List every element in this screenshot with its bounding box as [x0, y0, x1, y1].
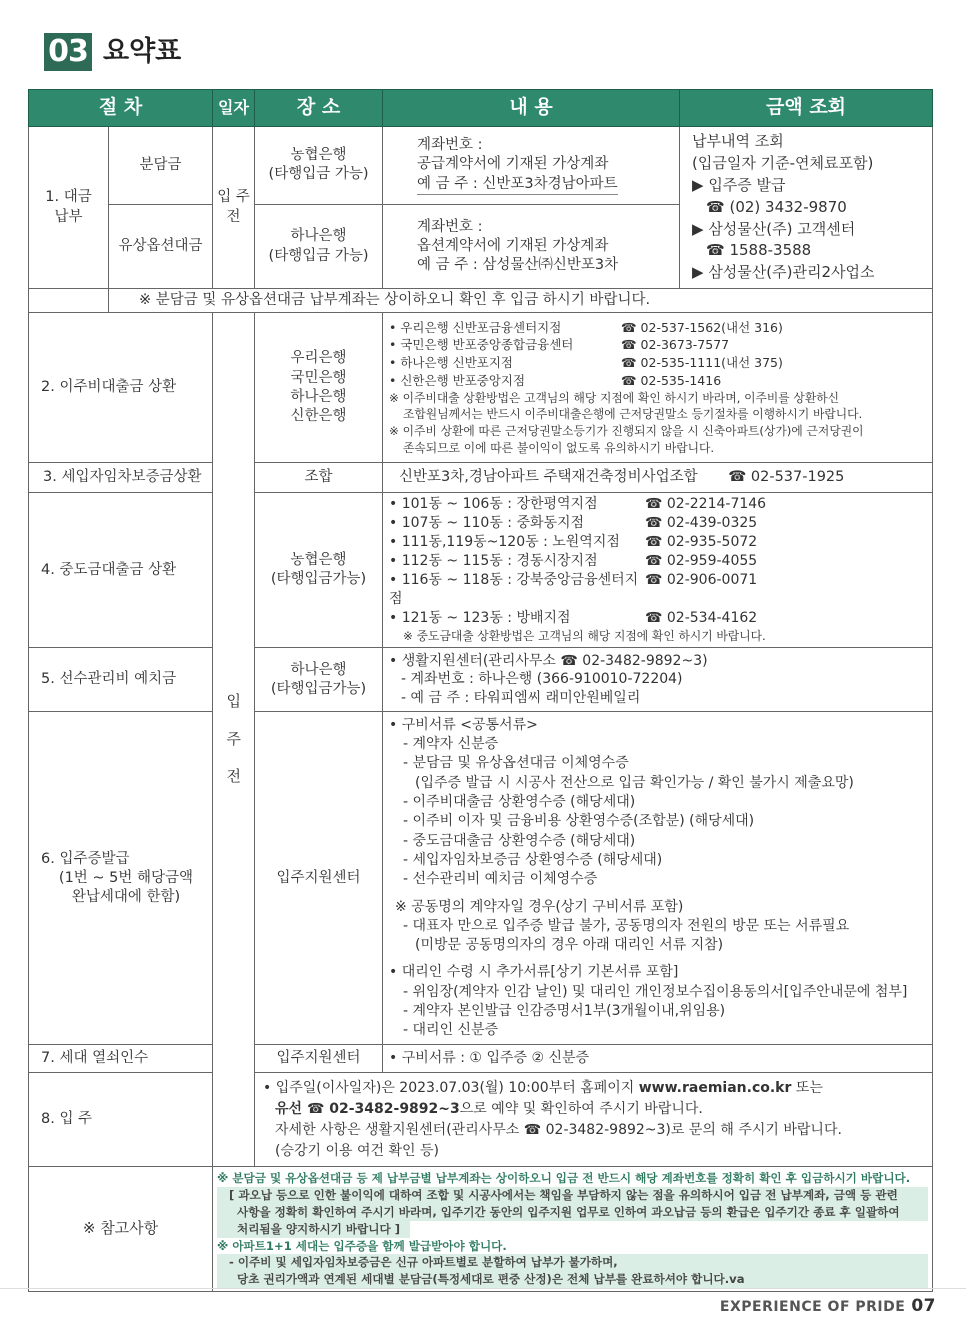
row7-content: [383, 1045, 933, 1073]
section-number: 03: [44, 33, 92, 71]
row2-note: 존속되므로 이에 따른 불이익이 없도록 유의하시기 바랍니다.: [403, 440, 715, 455]
row1-sub1-line: 공급계약서에 기재된 가상계좌: [417, 156, 609, 173]
branch-item: • 101동 ~ 106동 : 장한평역지점 ☎ 02-2214-7146: [389, 496, 767, 513]
row7-content-text: • 구비서류 : ① 입주증 ② 신분증: [389, 1050, 590, 1067]
header-content: 내 용: [383, 90, 680, 127]
row5-content: [383, 648, 933, 712]
row1-sub2-line: 계좌번호 :: [417, 218, 483, 235]
amount-line: 납부내역 조회: [692, 132, 784, 150]
row4-title: 4. 중도금대출금 상환: [29, 493, 213, 648]
row2-note: ※ 이주비 상환에 따른 근저당권말소등기가 진행되지 않을 시 신축아파트(상가)에 근저당권이: [389, 424, 864, 439]
row1-sub2-content: [383, 204, 680, 288]
bank-item: • 국민은행 반포중앙종합금융센터 ☎ 02-3673-7577: [389, 337, 730, 353]
notes-line: [ 과오납 등으로 인한 불이익에 대하여 조합 및 시공사에서는 책임을 부담하지 않는 점을 유의하시어 입금 전 납부계좌, 금액 등 관련: [217, 1187, 928, 1204]
row1-date: [213, 127, 255, 289]
homepage-link[interactable]: www.raemian.co.kr: [638, 1079, 792, 1096]
summary-table: [28, 89, 933, 1292]
row2-content: [383, 313, 933, 463]
row1-sub2-line: 옵션계약서에 기재된 가상계좌: [417, 238, 609, 255]
row6-title: 6. 입주증발급: [41, 850, 130, 867]
branch-item: • 116동 ~ 118동 : 강북중앙금융센터지점 ☎ 02-906-0071: [389, 572, 758, 608]
row6-line: - 대리인 신분증: [403, 1022, 499, 1039]
row6-line: - 대표자 만으로 입주증 발급 불가, 공동명의자 전원의 방문 또는 서류필요: [403, 917, 850, 934]
notes-content: [213, 1167, 933, 1292]
footer-divider: [0, 1288, 966, 1289]
row3-content-text: 신반포3차,경남아파트 주택재건축정비사업조합: [399, 469, 698, 486]
row5-line: - 계좌번호 : 하나은행 (366-910010-72204): [401, 671, 683, 688]
row6-line: • 구비서류 <공통서류>: [389, 716, 538, 733]
row5-title: 5. 선수관리비 예치금: [29, 648, 213, 712]
row3-place: 조합: [255, 463, 383, 493]
header-amount: 금액 조회: [680, 90, 933, 127]
row7-title: 7. 세대 열쇠인수: [29, 1045, 213, 1073]
row6-line: - 위임장(계약자 인감 날인) 및 대리인 개인정보수집이용동의서[입주안내문에 첨부]: [403, 983, 908, 1000]
table-row: [29, 289, 933, 313]
row6-line: - 분담금 및 유상옵션대금 이체영수증: [403, 755, 629, 772]
row1-sub2-name: 유상옵션대금: [109, 204, 213, 288]
amount-line: ☎ (02) 3432-9870: [706, 197, 847, 216]
table-row: [29, 648, 933, 712]
table-row: [29, 1045, 933, 1073]
row8-line: 자세한 사항은 생활지원센터(관리사무소 ☎ 02-3482-9892~3)로 문의 해 주시기 바랍니다.: [275, 1121, 842, 1138]
row1-sub1-place: 농협은행 (타행입금 가능): [255, 127, 383, 205]
date-column-text: 입 주 전: [226, 692, 242, 786]
notes-line: 처리됨을 양지하시기 바랍니다 ]: [217, 1221, 410, 1238]
row6-line: (미방문 공동명의자의 경우 아래 대리인 서류 지참): [415, 937, 724, 954]
row7-place: 입주지원센터: [255, 1045, 383, 1073]
row1-sub1-line: 계좌번호 :: [417, 137, 483, 154]
branch-item: • 112동 ~ 115동 : 경동시장지점 ☎ 02-959-4055: [389, 553, 758, 570]
row1-date-text: 입 주 전: [217, 189, 250, 225]
row6-line: - 세입자임차보증금 상환영수증 (해당세대): [403, 851, 663, 868]
row8-title: 8. 입 주: [29, 1073, 213, 1167]
notes-line: 당초 권리가액과 연계된 세대별 분담금(특정세대로 편중 산정)은 전체 납부를 완료하셔야 합니다.va: [217, 1271, 928, 1288]
table-row: [29, 127, 933, 205]
row4-content: [383, 493, 933, 648]
amount-line: ▶ 삼성물산(주) 고객센터: [692, 219, 856, 238]
row6-line: - 이주비대출금 상환영수증 (해당세대): [403, 793, 636, 810]
notes-line: - 이주비 및 세입자임차보증금은 신규 아파트별로 분할하여 납부가 불가하며,: [217, 1254, 928, 1271]
bank-item: • 신한은행 반포중앙지점 ☎ 02-535-1416: [389, 372, 722, 388]
section-title: 요약표: [103, 36, 182, 67]
row8-line: 유선 ☎ 02-3482-9892~3으로 예약 및 확인하여 주시기 바랍니다.: [275, 1100, 703, 1117]
row1-note: [109, 289, 933, 313]
bank-item: • 우리은행 신반포금융센터지점 ☎ 02-537-1562(내선 316): [389, 319, 783, 335]
row1-note-text: ※ 분담금 및 유상옵션대금 납부계좌는 상이하오니 확인 후 입금 하시기 바랍니다.: [139, 292, 651, 309]
notes-title: ※ 참고사항: [29, 1167, 213, 1292]
table-row: [29, 493, 933, 648]
table-row: [29, 463, 933, 493]
row4-place: 농협은행 (타행입금가능): [255, 493, 383, 648]
table-row: [29, 712, 933, 1045]
header-date: 일자: [213, 90, 255, 127]
branch-item: • 121동 ~ 123동 : 방배지점 ☎ 02-534-4162: [389, 610, 758, 627]
row1-sub2-place: 하나은행 (타행입금 가능): [255, 204, 383, 288]
header-procedure: 절 차: [29, 90, 213, 127]
row6-line: - 이주비 이자 및 금융비용 상환영수증(조합분) (해당세대): [403, 813, 755, 830]
notes-line: ※ 아파트1+1 세대는 입주증을 함께 발급받아야 합니다.: [217, 1238, 507, 1253]
row6-place: 입주지원센터: [255, 712, 383, 1045]
table-header-row: [29, 90, 933, 127]
table-row: [29, 313, 933, 463]
row6-line: (입주증 발급 시 시공사 전산으로 입금 확인가능 / 확인 불가시 제출요망): [415, 774, 854, 791]
row8-content: [255, 1073, 933, 1167]
row1-sub1-line: 예 금 주 : 신반포3차경남아파트: [417, 175, 618, 195]
row5-line: - 예 금 주 : 타워피엠씨 래미안원베일리: [401, 689, 641, 706]
row6-title-cell: [29, 712, 213, 1045]
table-row: [29, 1167, 933, 1292]
row3-title: 3. 세입자임차보증금상환: [29, 463, 213, 493]
row6-line: - 계약자 신분증: [403, 736, 499, 753]
row1-sub1-name: 분담금: [109, 127, 213, 205]
row1-amount: [680, 127, 933, 289]
amount-line: ▶ 입주증 발급: [692, 175, 786, 194]
row3-tel: ☎ 02-537-1925: [728, 469, 845, 486]
row3-content: [383, 463, 933, 493]
row1-sub1-content: [383, 127, 680, 205]
phone-reservation: 유선 ☎ 02-3482-9892~3: [275, 1100, 460, 1117]
row8-line: (승강기 이용 여건 확인 등): [275, 1142, 439, 1159]
branch-item: • 107동 ~ 110동 : 중화동지점 ☎ 02-439-0325: [389, 515, 758, 532]
row4-note: ※ 중도금대출 상환방법은 고객님의 해당 지점에 확인 하시기 바랍니다.: [403, 629, 766, 644]
row2-note: 조합원님께서는 반드시 이주비대출은행에 근저당권말소 등기절차를 이행하시기 바랍니다.: [403, 407, 863, 422]
row5-place: 하나은행 (타행입금가능): [255, 648, 383, 712]
page-number: 07: [911, 1296, 936, 1316]
row6-content: [383, 712, 933, 1045]
header-place: 장 소: [255, 90, 383, 127]
row2-place: 우리은행 국민은행 하나은행 신한은행: [255, 313, 383, 463]
row1-sub2-line: 예 금 주 : 삼성물산㈜신반포3차: [417, 257, 619, 274]
amount-line: ▶ 삼성물산(주)관리2사업소: [692, 263, 875, 282]
row5-line: • 생활지원센터(관리사무소 ☎ 02-3482-9892~3): [389, 653, 708, 669]
date-column: [213, 313, 255, 1167]
row6-line: - 계약자 본인발급 인감증명서1부(3개월이내,위임용): [403, 1003, 726, 1020]
row6-line: • 대리인 수령 시 추가서류[상기 기본서류 포함]: [389, 964, 679, 981]
row6-line: ※ 공동명의 계약자일 경우(상기 구비서류 포함): [395, 898, 684, 915]
footer: [720, 1296, 936, 1316]
row1-title: 1. 대금 납부: [29, 127, 109, 289]
notes-line: 사항을 정확히 확인하여 주시기 바라며, 입주기간 동안의 입주지원 업무로 인하여 과오납금 등의 환급은 입주기간 종료 후 일괄하여: [217, 1204, 928, 1221]
row6-subtitle: (1번 ~ 5번 해당금액 완납세대에 한함): [58, 869, 194, 905]
row6-line: - 중도금대출금 상환영수증 (해당세대): [403, 832, 636, 849]
table-row: [29, 1073, 933, 1167]
footer-text: EXPERIENCE OF PRIDE: [719, 1299, 906, 1315]
amount-line: (입금일자 기준-연체료포함): [692, 153, 874, 172]
row2-title: 2. 이주비대출금 상환: [29, 313, 213, 463]
branch-item: • 111동,119동~120동 : 노원역지점 ☎ 02-935-5072: [389, 534, 758, 551]
row2-note: ※ 이주비대출 상환방법은 고객님의 해당 지점에 확인 하시기 바라며, 이주비를 상환하신: [389, 390, 840, 405]
bank-item: • 하나은행 신반포지점 ☎ 02-535-1111(내선 375): [389, 355, 783, 371]
row8-line: • 입주일(이사일자)은 2023.07.03(월) 10:00부터 홈페이지 www.raemian.co.kr 또는: [263, 1079, 823, 1096]
amount-line: ☎ 1588-3588: [706, 241, 812, 260]
notes-line: ※ 분담금 및 유상옵션대금 등 제 납부금별 납부계좌는 상이하오니 입금 전 반드시 해당 계좌번호를 정확히 확인 후 입금하시기 바랍니다.: [217, 1171, 911, 1186]
row1-note-spacer: [29, 289, 109, 313]
row6-line: - 선수관리비 예치금 이체영수증: [403, 871, 598, 888]
